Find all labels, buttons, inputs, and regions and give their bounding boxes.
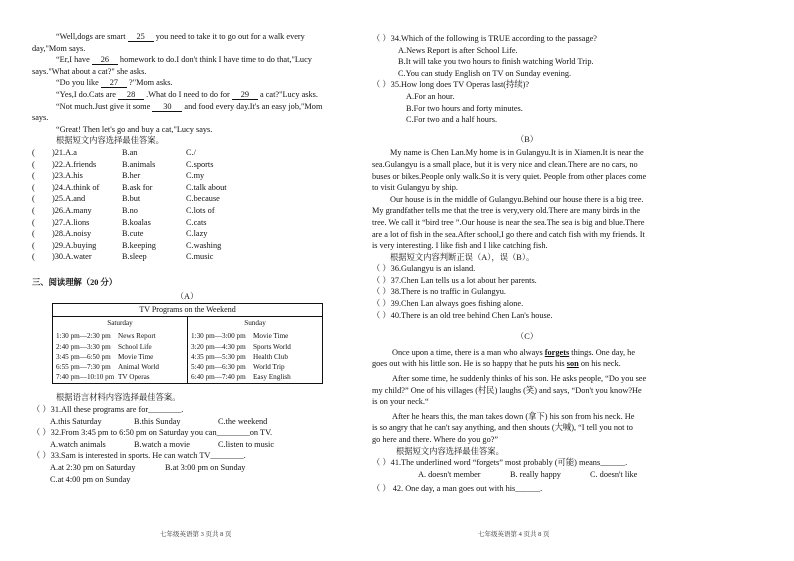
part-label: （A） [175, 292, 199, 302]
passage-line: My grandfather tells me that the tree is very,very old.There are many birds in the [372, 206, 641, 216]
choice-row: ( )23.A.his B.her C.my [32, 171, 205, 181]
choice-row: ( )29.A.buying B.keeping C.washing [32, 240, 222, 250]
dialogue-line: “Er,I have 26 homework to do.I don't think I have time to do that,"Lucy [56, 55, 312, 65]
tv-row: 6:55 pm—7:30 pm Animal World [56, 363, 160, 372]
tv-schedule-table [52, 303, 323, 384]
passage-line: After some time, he suddenly thinks of his son. He asks people, “Do you see [392, 374, 647, 384]
option: B.It will take you two hours to finish watching World Trip. [398, 57, 594, 67]
question-33: （ ）33.Sam is interested in sports. He can watch TV________. [32, 451, 246, 461]
choice-row: ( )21.A.a B.an C./ [32, 147, 196, 157]
passage-line: go here and there. Where do you go?” [372, 435, 499, 444]
passage-line: Once upon a time, there is a man who always forgets things. One day, he [392, 347, 636, 357]
choice-row: ( )24.A.think of B.ask for C.talk about [32, 182, 227, 192]
page-footer-right: 七年级英语第 4 页共 8 页 [478, 531, 550, 538]
dialogue-line: “Yes,I do.Cats are 28 .What do I need to do for 29 a cat?"Lucy asks. [56, 89, 318, 99]
dialogue-line: says."What about a cat?" she asks. [32, 66, 147, 76]
passage-line: is very interesting. I like fish and I like catching fish. [372, 241, 548, 251]
dialogue-line: “Great! Then let's go and buy a cat,"Lucy says. [56, 124, 213, 134]
option: A.News Report is after School Life. [398, 45, 518, 55]
section-heading: 三、阅读理解（20 分） [32, 277, 118, 287]
choice-row: ( )25.A.and B.but C.because [32, 194, 220, 204]
dialogue-line: says. [32, 113, 49, 123]
instruction: 根据短文内容选择最佳答案。 [56, 136, 164, 146]
right-column [372, 33, 682, 495]
options-41: A. doesn't member B. really happy C. doesn't like [418, 469, 638, 479]
question-32: （ ）32.From 3:45 pm to 6:50 pm on Saturday you can________on TV. [32, 428, 273, 438]
passage-line: sea.Gulangyu is a small place, but it is very nice and clean.There are no cars, no [372, 159, 638, 169]
choice-row: ( )22.A.friends B.animals C.sports [32, 159, 214, 169]
options-32: A.watch animals B.watch a movie C.listen to music [50, 439, 275, 449]
tv-row: 7:40 pm—10:10 pm TV Operas [56, 373, 150, 382]
tf-question: （ ）40.There is an old tree behind Chen Lan's house. [372, 310, 553, 320]
passage-line: Our house is in the middle of Gulangyu.Behind our house there is a big tree. [390, 194, 644, 204]
question-41: （ ）41.The underlined word “forgets” most probably (可能) means______. [372, 458, 628, 468]
passage-line: is so angry that he can't say anything, and then shouts (大喊), “I tell you not to [372, 423, 633, 433]
options-31: A.this Saturday B.this Sunday C.the weekend [50, 416, 268, 426]
underlined-word-son: son [566, 359, 579, 369]
tv-row: 2:40 pm—3:30 pm School Life [56, 342, 152, 351]
dialogue-line: “Not much.Just give it some 30 and food every day.It's an easy job,"Mom [56, 101, 323, 111]
tf-question: （ ）38.There is no traffic in Gulangyu. [372, 287, 506, 297]
option-33c: C.at 4:00 pm on Sunday [50, 474, 131, 484]
options-33: A.at 2:30 pm on Saturday B.at 3:00 pm on Sunday [50, 463, 246, 473]
page-footer-left: 七年级英语第 3 页共 8 页 [160, 531, 232, 538]
tf-question: （ ）39.Chen Lan always goes fishing alone. [372, 299, 524, 309]
passage-line: My name is Chen Lan.My home is in Gulangyu.It is in Xiamen.It is near the [390, 148, 644, 158]
choice-row: ( )26.A.many B.no C.lots of [32, 205, 215, 215]
part-label: （C） [515, 332, 539, 342]
tv-row: 4:35 pm—5:30 pm Health Club [191, 352, 288, 361]
instruction: 根据短文内容判断正误（A），误（B）。 [390, 252, 535, 262]
tv-row: 3:20 pm—4:30 pm Sports World [191, 342, 291, 351]
tv-row: 6:40 pm—7:40 pm Easy English [191, 373, 291, 382]
passage-line: to visit Gulangyu by ship. [372, 183, 458, 193]
choice-list [32, 147, 342, 263]
choice-row: ( )30.A.water B.sleep C.music [32, 252, 214, 262]
question-34: （ ）34.Which of the following is TRUE according to the passage? [372, 34, 597, 43]
dialogue-line: “Well,dogs are smart 25 you need to take it to go out for a walk every [56, 32, 305, 41]
part-label: （B） [515, 134, 539, 144]
tv-table-title: TV Programs on the Weekend [53, 304, 323, 317]
passage-line: buses or bikes.People only walk.So it is very quiet. People from other places come [372, 171, 647, 181]
tv-row: 3:45 pm—6:50 pm Movie Time [56, 352, 154, 361]
instruction: 根据语言材料内容选择最佳答案。 [56, 393, 181, 403]
tv-row: 5:40 pm—6:30 pm World Trip [191, 363, 285, 372]
option: B.For two hours and forty minutes. [406, 103, 523, 113]
option: A.For an hour. [406, 91, 455, 101]
dialogue-line: “Do you like 27 ?"Mom asks. [56, 78, 173, 88]
option: C.You can study English on TV on Sunday evening. [398, 68, 572, 78]
left-column [32, 31, 342, 485]
tv-row: 1:30 pm—3:00 pm Movie Time [191, 332, 289, 341]
passage-line: is on your neck.“ [372, 397, 429, 407]
passage-line: tree. We call it “bird tree ”.Our house is near the sea.The sea is big and blue.There [372, 217, 645, 227]
passage-line: goes out with his little son. He is so happy that he puts his son on his neck. [372, 359, 621, 369]
tf-question: （ ）36.Gulangyu is an island. [372, 264, 476, 274]
sunday-cell [188, 317, 323, 384]
instruction: 根据短文内容选择最佳答案。 [396, 446, 504, 456]
underlined-word-forgets: forgets [544, 347, 570, 357]
saturday-cell [53, 317, 188, 384]
tf-question: （ ）37.Chen Lan tells us a lot about her parents. [372, 275, 537, 285]
choice-row: ( )28.A.noisy B.cute C.lazy [32, 229, 208, 239]
question-42: （ ） 42. One day, a man goes out with his______. [372, 484, 543, 494]
passage-line: are a lot of fish in the sea.After school,I go there and catch fish with my friends. It [372, 229, 645, 239]
dialogue-line: day,"Mom says. [32, 43, 86, 53]
question-31: （ ）31.All these programs are for________. [32, 405, 184, 415]
tv-row: 1:30 pm—2:30 pm News Report [56, 332, 156, 341]
passage-line: After he hears this, the man takes down (拿下) his son from his neck. He [392, 411, 635, 421]
saturday-label: Saturday [107, 319, 133, 328]
question-35: （ ）35.How long does TV Operas last(持续)? [372, 80, 530, 90]
passage-line: my child?” One of his villages (村民) laughs (笑) and says, “Don't you know?He [372, 385, 642, 395]
choice-row: ( )27.A.lions B.koalas C.cats [32, 217, 207, 227]
option: C.For two and a half hours. [406, 115, 498, 125]
sunday-label: Sunday [244, 319, 266, 328]
